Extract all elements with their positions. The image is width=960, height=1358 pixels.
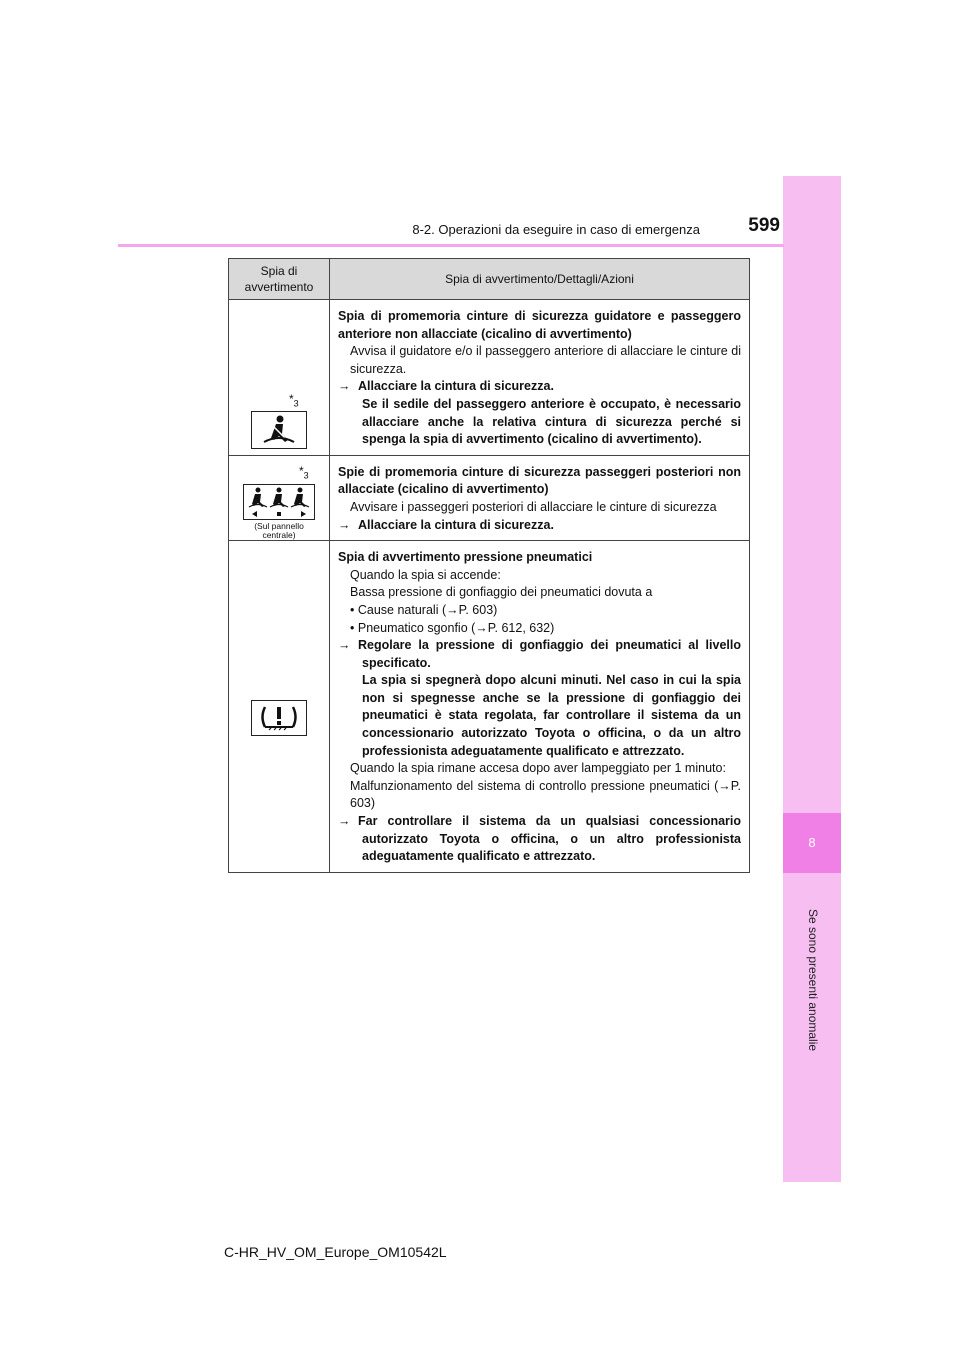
warning-description: Avvisare i passeggeri posteriori di allacciare le cinture di sicurezza	[350, 499, 717, 514]
malfunction-text: Malfunzionamento del sistema di controllo pressione pneumatici (→P. 603)	[350, 778, 741, 811]
document-code: C-HR_HV_OM_Europe_OM10542L	[224, 1244, 447, 1260]
icon-cell	[229, 455, 330, 540]
action-note: Se il sedile del passeggero anteriore è occupato, è necessario allacciare anche la relativa cintura di sicurezza perché si spenga la spia di avvertimento (cicalino di avvertimento).	[362, 396, 741, 447]
tire-pressure-warning-icon	[251, 700, 307, 736]
arrow-icon: →	[338, 638, 351, 653]
chapter-number-tab: 8	[783, 813, 841, 873]
action-note: La spia si spegnerà dopo alcuni minuti. Nel caso in cui la spia non si spegnesse anche se la pressione di gonfiaggio dei pneumatici è stata regolata, far controllare il sistema da un concessionario autorizzato Toyota o officina, o da un altro professionista adeguatamente qualificato e attrezzato.	[362, 673, 741, 758]
bullet-icon: •	[350, 602, 355, 617]
bullet-item: • Pneumatico sgonfio (→P. 612, 632)	[350, 620, 555, 635]
action-line: → Allacciare la cintura di sicurezza.	[338, 378, 741, 396]
arrow-icon: →	[338, 814, 351, 829]
icon-cell	[229, 541, 330, 873]
rear-seatbelt-warning-icon	[243, 484, 315, 520]
table-row-rear-seatbelt	[229, 455, 750, 540]
action-line: → Regolare la pressione di gonfiaggio dei pneumatici al livello specificato.	[338, 638, 741, 670]
warning-title: Spia di avvertimento pressione pneumatici	[338, 550, 593, 565]
icon-location-note: (Sul pannello centrale)	[254, 520, 304, 540]
icon-cell	[229, 300, 330, 456]
warning-title: Spie di promemoria cinture di sicurezza passeggeri posteriori non allacciate (cicalino di avvertimento)	[338, 464, 741, 497]
table-header-row	[229, 259, 750, 300]
action-line: → Allacciare la cintura di sicurezza.	[338, 517, 741, 535]
header-rule	[118, 244, 784, 247]
chapter-title: Se sono presenti anomalie	[806, 908, 820, 1052]
chapter-title-vertical	[793, 890, 833, 1070]
details-cell	[330, 300, 750, 456]
details-cell	[330, 541, 750, 873]
table-row-tire-pressure	[229, 541, 750, 873]
bullet-item: • Cause naturali (→P. 603)	[350, 602, 498, 617]
arrow-icon: →	[338, 517, 351, 532]
footnote-marker: $*_3$	[299, 463, 309, 481]
action-line: → Far controllare il sistema da un qualsiasi concessionario autorizzato Toyota o officina, o un altro professionista adeguatamente qualificato e attrezzato.	[338, 814, 741, 864]
when-on-text: Quando la spia si accende:	[350, 567, 501, 582]
warning-title: Spia di promemoria cinture di sicurezza guidatore e passeggero anteriore non allacciate (cicalino di avvertimento)	[338, 309, 741, 341]
details-cell	[330, 455, 750, 540]
warning-lights-table	[228, 258, 750, 873]
header-warning-light: Spia di avvertimento	[229, 259, 330, 300]
seatbelt-warning-icon	[251, 411, 307, 449]
low-pressure-text: Bassa pressione di gonfiaggio dei pneumatici dovuta a	[350, 585, 653, 600]
footnote-marker: $*_3$	[289, 392, 299, 409]
when-blinks-text: Quando la spia rimane accesa dopo aver lampeggiato per 1 minuto:	[350, 761, 726, 776]
section-title: 8-2. Operazioni da eseguire in caso di emergenza	[412, 222, 700, 237]
table-row-front-seatbelt	[229, 300, 750, 456]
header-details-actions: Spia di avvertimento/Dettagli/Azioni	[330, 259, 750, 300]
page-number: 599	[748, 215, 780, 236]
warning-description: Avvisa il guidatore e/o il passeggero anteriore di allacciare le cinture di sicurezza.	[350, 344, 741, 376]
arrow-icon: →	[338, 379, 351, 394]
bullet-icon: •	[350, 620, 355, 635]
